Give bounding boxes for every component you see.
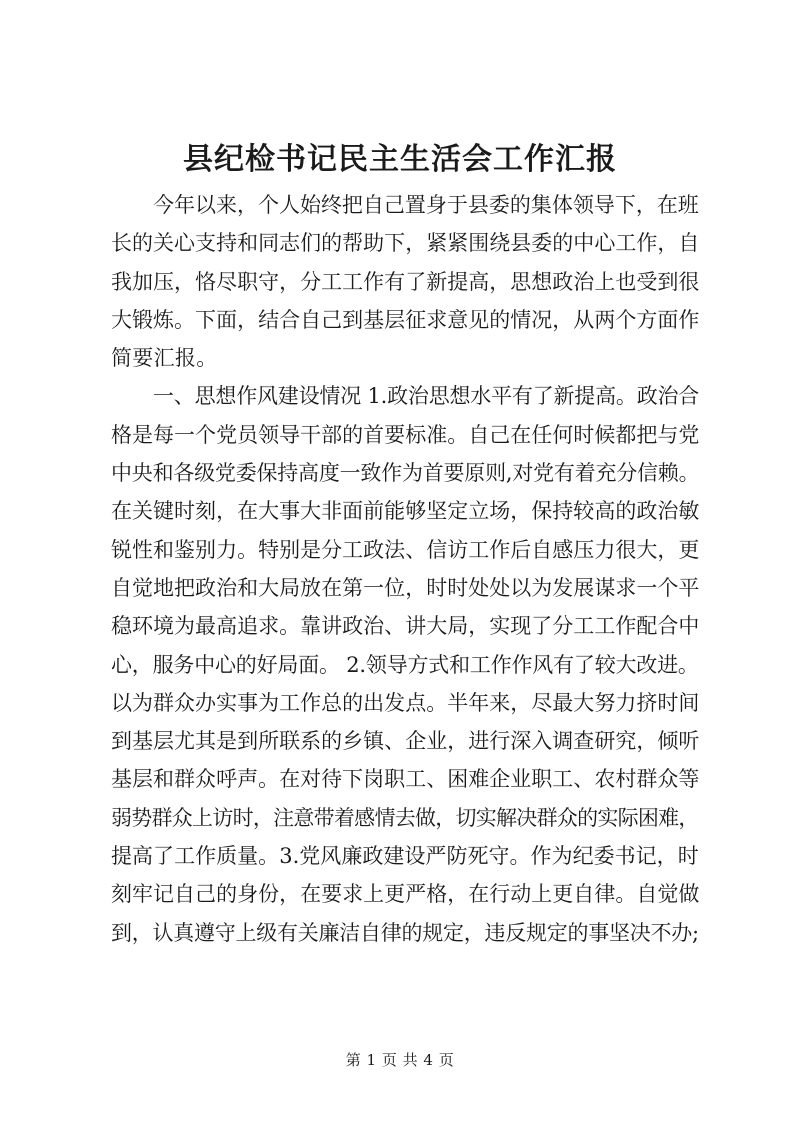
text-line: 稳环境为最高追求。靠讲政治、讲大局，实现了分工工作配合中 (111, 614, 700, 639)
text-line: 中央和各级党委保持高度一致作为首要原则,对党有着充分信赖。 (111, 461, 700, 486)
page-number-footer: 第 1 页 共 4 页 (345, 1051, 455, 1069)
text-line: 简要汇报。 (111, 346, 218, 371)
text-line: 到基层尤其是到所联系的乡镇、企业，进行深入调查研究，倾听 (111, 729, 700, 754)
text-line: 到，认真遵守上级有关廉洁自律的规定，违反规定的事坚决不办; (111, 920, 699, 945)
document-title: 县纪检书记民主生活会工作汇报 (183, 142, 617, 177)
text-line: 基层和群众呼声。在对待下岗职工、困难企业职工、农村群众等 (111, 767, 700, 792)
text-line: 刻牢记自己的身份，在要求上更严格，在行动上更自律。自觉做 (111, 882, 700, 907)
text-line: 大锻炼。下面，结合自己到基层征求意见的情况，从两个方面作 (111, 307, 700, 332)
text-line: 自觉地把政治和大局放在第一位，时时处处以为发展谋求一个平 (111, 575, 700, 600)
text-line: 格是每一个党员领导干部的首要标准。自己在任何时候都把与党 (111, 422, 700, 447)
text-line: 我加压，恪尽职守，分工工作有了新提高，思想政治上也受到很 (111, 269, 700, 294)
document-body (111, 186, 699, 952)
text-line: 长的关心支持和同志们的帮助下，紧紧围绕县委的中心工作，自 (111, 231, 700, 256)
text-line: 弱势群众上访时，注意带着感情去做，切实解决群众的实际困难， (111, 805, 699, 830)
text-line: 今年以来，个人始终把自己置身于县委的集体领导下，在班 (153, 193, 699, 217)
text-line: 以为群众办实事为工作总的出发点。半年来，尽最大努力挤时间 (111, 690, 700, 715)
text-line: 锐性和鉴别力。特别是分工政法、信访工作后自感压力很大，更 (111, 537, 700, 562)
text-line: 心，服务中心的好局面。 2.领导方式和工作作风有了较大改进。 (111, 652, 699, 677)
text-line: 提高了工作质量。3.党风廉政建设严防死守。作为纪委书记，时 (111, 844, 699, 869)
paragraph-2 (111, 377, 699, 951)
text-line: 在关键时刻，在大事大非面前能够坚定立场，保持较高的政治敏 (111, 499, 700, 524)
paragraph-1 (111, 186, 699, 377)
text-line: 一、思想作风建设情况 1.政治思想水平有了新提高。政治合 (153, 384, 700, 409)
